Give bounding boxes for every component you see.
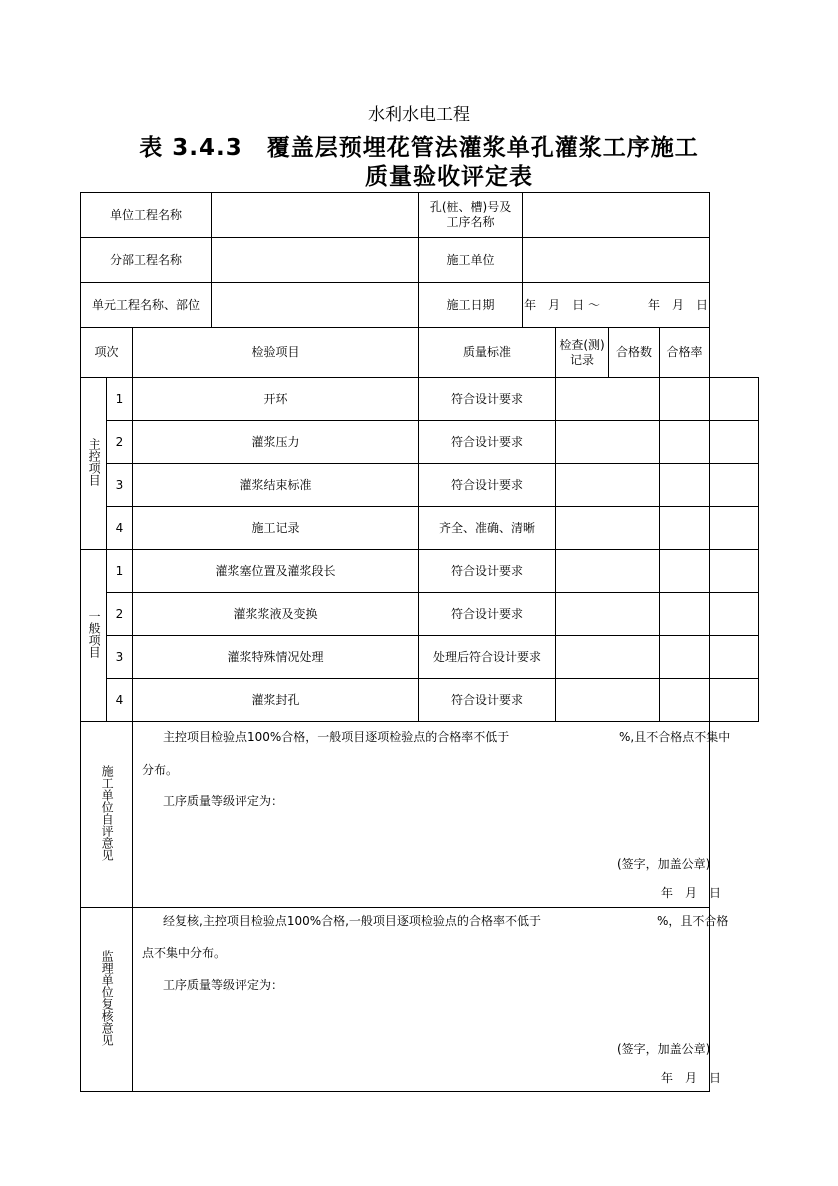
inspection-item: 施工记录 <box>133 507 419 550</box>
record-cell[interactable] <box>556 593 660 636</box>
qualified-count-cell[interactable] <box>660 378 710 421</box>
col-qualified-count: 合格数 <box>609 328 660 378</box>
supervisor-line1b: %，且不合格 <box>657 914 729 928</box>
qualified-count-cell[interactable] <box>660 593 710 636</box>
contractor-opinion-label: 施工单位自评意见 <box>100 764 115 861</box>
sub-project-label: 分部工程名称 <box>81 238 212 283</box>
inspection-item: 灌浆特殊情况处理 <box>133 636 419 679</box>
inspection-item: 开环 <box>133 378 419 421</box>
inspection-item: 灌浆结束标准 <box>133 464 419 507</box>
inspection-item: 灌浆浆液及变换 <box>133 593 419 636</box>
record-cell[interactable] <box>556 421 660 464</box>
contractor-date: 年 月 日 <box>661 886 722 900</box>
hole-process-value[interactable] <box>523 193 710 238</box>
item-no: 4 <box>107 507 133 550</box>
item-no: 4 <box>107 679 133 722</box>
unit-project-value[interactable] <box>212 193 419 238</box>
construction-date-value[interactable]: 年 月 日 ～ 年 月 日 <box>523 283 710 328</box>
inspection-item: 灌浆压力 <box>133 421 419 464</box>
quality-standard: 符合设计要求 <box>419 679 556 722</box>
quality-standard: 符合设计要求 <box>419 421 556 464</box>
qualified-count-cell[interactable] <box>660 550 710 593</box>
qualified-count-cell[interactable] <box>660 507 710 550</box>
qualified-count-cell[interactable] <box>660 464 710 507</box>
inspection-item: 灌浆封孔 <box>133 679 419 722</box>
supervisor-line1a: 经复核,主控项目检验点100%合格,一般项目逐项检验点的合格率不低于 <box>163 914 541 928</box>
qualified-rate-cell[interactable] <box>710 421 759 464</box>
col-item-no: 项次 <box>81 328 133 378</box>
qualified-rate-cell[interactable] <box>710 464 759 507</box>
record-cell[interactable] <box>556 507 660 550</box>
record-cell[interactable] <box>556 636 660 679</box>
contractor-grade: 工序质量等级评定为： <box>163 794 284 808</box>
main-control-label: 主控项目 <box>87 437 102 486</box>
general-label: 一般项目 <box>87 609 102 658</box>
qualified-count-cell[interactable] <box>660 679 710 722</box>
table-row <box>81 593 759 636</box>
quality-standard: 符合设计要求 <box>419 378 556 421</box>
qualified-rate-cell[interactable] <box>710 636 759 679</box>
qualified-rate-cell[interactable] <box>710 679 759 722</box>
quality-standard: 符合设计要求 <box>419 464 556 507</box>
qualified-rate-cell[interactable] <box>710 378 759 421</box>
supervisor-opinion-label: 监理单位复核意见 <box>100 949 115 1046</box>
item-no: 3 <box>107 464 133 507</box>
element-project-label: 单元工程名称、部位 <box>81 283 212 328</box>
qualified-rate-cell[interactable] <box>710 507 759 550</box>
element-project-value[interactable] <box>212 283 419 328</box>
col-qualified-rate: 合格率 <box>660 328 710 378</box>
supervisor-date: 年 月 日 <box>661 1071 722 1085</box>
qualified-rate-cell[interactable] <box>710 593 759 636</box>
table-row <box>81 421 759 464</box>
main-control-group <box>81 378 107 550</box>
item-no: 2 <box>107 593 133 636</box>
record-cell[interactable] <box>556 679 660 722</box>
document-title-line2: 质量验收评定表 <box>365 164 533 190</box>
record-cell[interactable] <box>556 378 660 421</box>
contractor-value[interactable] <box>523 238 710 283</box>
document-category: 水利水电工程 <box>368 105 470 125</box>
item-no: 3 <box>107 636 133 679</box>
quality-standard: 符合设计要求 <box>419 593 556 636</box>
item-no: 2 <box>107 421 133 464</box>
table-row <box>81 464 759 507</box>
evaluation-table <box>80 192 759 1092</box>
qualified-rate-cell[interactable] <box>710 550 759 593</box>
record-cell[interactable] <box>556 550 660 593</box>
contractor-opinion-label-cell <box>81 722 133 908</box>
hole-process-label <box>419 193 523 238</box>
item-no: 1 <box>107 550 133 593</box>
supervisor-opinion-label-cell <box>81 908 133 1092</box>
col-record: 检查(测)记录 <box>556 328 609 378</box>
contractor-line1b: %,且不合格点不集中 <box>619 730 731 744</box>
general-group <box>81 550 107 722</box>
supervisor-line2: 点不集中分布。 <box>142 946 227 960</box>
item-no: 1 <box>107 378 133 421</box>
contractor-opinion-body[interactable] <box>133 722 731 908</box>
unit-project-label: 单位工程名称 <box>81 193 212 238</box>
table-row <box>81 550 759 593</box>
supervisor-grade: 工序质量等级评定为： <box>163 978 284 992</box>
table-row <box>81 378 759 421</box>
supervisor-signature: (签字，加盖公章) <box>617 1042 711 1056</box>
quality-standard: 齐全、准确、清晰 <box>419 507 556 550</box>
quality-standard: 符合设计要求 <box>419 550 556 593</box>
construction-date-label: 施工日期 <box>419 283 523 328</box>
col-quality-standard: 质量标准 <box>419 328 556 378</box>
table-row <box>81 507 759 550</box>
supervisor-opinion-body[interactable] <box>133 908 729 1092</box>
col-inspection-item: 检验项目 <box>133 328 419 378</box>
qualified-count-cell[interactable] <box>660 421 710 464</box>
contractor-line1a: 主控项目检验点100%合格，一般项目逐项检验点的合格率不低于 <box>163 730 510 744</box>
hole-label-line1: 孔(桩、槽)号及 <box>429 200 512 214</box>
table-row <box>81 636 759 679</box>
inspection-item: 灌浆塞位置及灌浆段长 <box>133 550 419 593</box>
contractor-signature: (签字，加盖公章) <box>617 857 711 871</box>
contractor-label: 施工单位 <box>419 238 523 283</box>
document-title-line1: 表 3.4.3 覆盖层预埋花管法灌浆单孔灌浆工序施工 <box>139 135 699 161</box>
record-cell[interactable] <box>556 464 660 507</box>
hole-label-line2: 工序名称 <box>446 215 495 229</box>
sub-project-value[interactable] <box>212 238 419 283</box>
quality-standard: 处理后符合设计要求 <box>419 636 556 679</box>
contractor-line2: 分布。 <box>142 763 179 777</box>
qualified-count-cell[interactable] <box>660 636 710 679</box>
table-row <box>81 679 759 722</box>
